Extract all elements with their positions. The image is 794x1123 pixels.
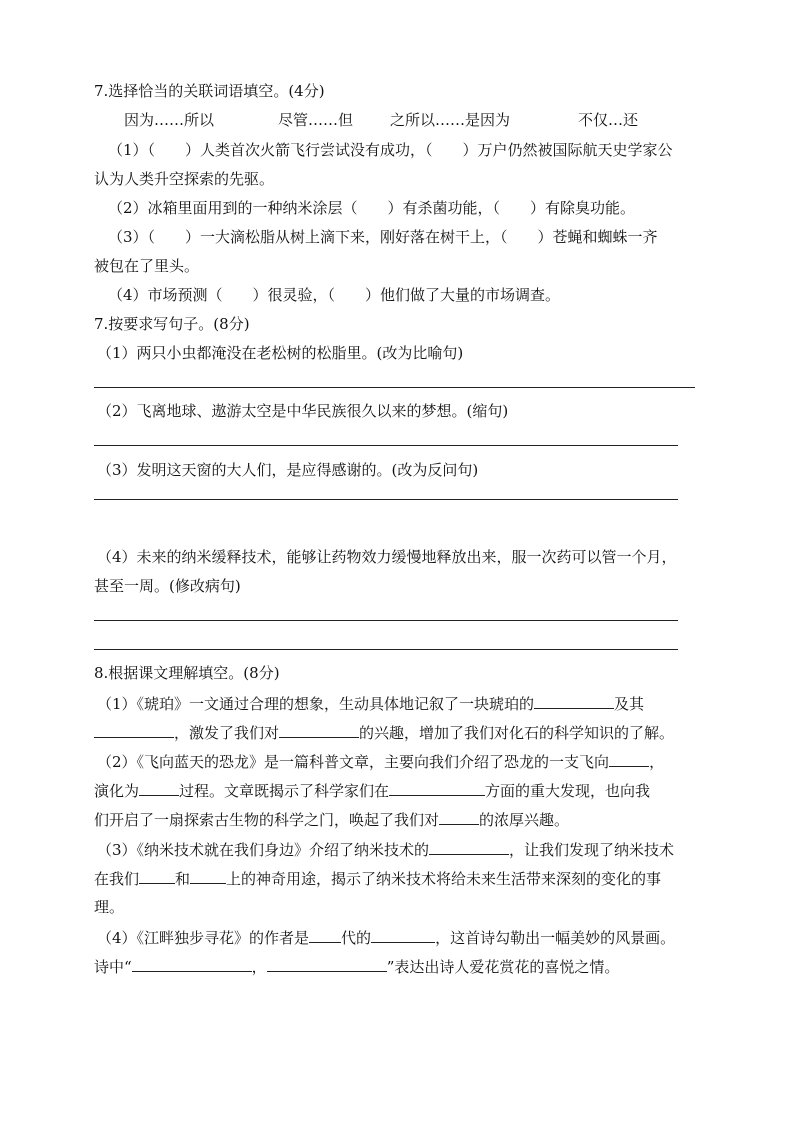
q7b-sentence3: （3）发明这天窗的大人们，是应得感谢的。(改为反问句): [97, 461, 479, 479]
q8-title: 8.根据课文理解填空。(8分): [94, 664, 280, 682]
blank[interactable]: [139, 780, 179, 796]
text: 和: [175, 870, 191, 888]
blank[interactable]: [609, 751, 649, 767]
answer-line[interactable]: [94, 649, 678, 650]
q8-part4-line2: [94, 956, 619, 977]
q8-part3-line1: [97, 839, 674, 860]
q7b-title: 7.按要求写句子。(8分): [94, 315, 250, 333]
answer-line[interactable]: [94, 499, 678, 500]
q8-part2-line2: [94, 780, 650, 801]
q8-part1-line2: [94, 722, 674, 743]
q7b-sentence4-line2: 甚至一周。(修改病句): [94, 577, 241, 595]
text: ，这首诗勾勒出一幅美妙的风景画。: [435, 929, 676, 947]
blank[interactable]: [389, 780, 485, 796]
text: ，激发了我们对: [174, 724, 280, 742]
q7a-item1-line2: 认为人类升空探索的先驱。: [94, 170, 275, 188]
option-1: 因为……所以: [124, 111, 215, 129]
blank[interactable]: [279, 722, 359, 738]
option-3: 之所以……是因为: [390, 111, 511, 129]
q8-part2-line1: [97, 751, 664, 772]
blank[interactable]: [190, 868, 226, 884]
answer-line[interactable]: [94, 387, 695, 388]
blank[interactable]: [371, 927, 435, 943]
q8-part3-line3: 理。: [94, 898, 125, 916]
text: 方面的重大发现，也向我: [485, 782, 651, 800]
blank[interactable]: [267, 956, 387, 972]
text: （1）《琥珀》一文通过合理的想象，生动具体地记叙了一块琥珀的: [97, 695, 535, 713]
blank[interactable]: [309, 927, 341, 943]
q7a-item3-line1: （3）（ ）一大滴松脂从树上滴下来，刚好落在树干上，（ ）苍蝇和蜘蛛一齐: [108, 228, 658, 246]
q7b-sentence2: （2）飞离地球、遨游太空是中华民族很久以来的梦想。(缩句): [97, 402, 509, 420]
blank[interactable]: [132, 956, 252, 972]
q7a-item1-line1: （1）（ ）人类首次火箭飞行尝试没有成功，（ ）万户仍然被国际航天史学家公: [108, 141, 673, 159]
blank[interactable]: [534, 693, 614, 709]
blank[interactable]: [439, 809, 479, 825]
text: 们开启了一扇探索古生物的科学之门，唤起了我们对: [94, 811, 440, 829]
text: （2）《飞向蓝天的恐龙》是一篇科普文章，主要向我们介绍了恐龙的一支飞向: [97, 753, 610, 771]
answer-line[interactable]: [94, 620, 678, 621]
q7a-title: 7.选择恰当的关联词语填空。(4分): [94, 82, 325, 100]
blank[interactable]: [429, 839, 509, 855]
text: （3）《纳米技术就在我们身边》介绍了纳米技术的: [97, 841, 430, 859]
text: ”表达出诗人爱花赏花的喜悦之情。: [386, 958, 620, 976]
q7b-sentence4-line1: （4）未来的纳米缓释技术，能够让药物效力缓慢地释放出来，服一次药可以管一个月，: [97, 548, 677, 566]
text: 上的神奇用途，揭示了纳米技术将给未来生活带来深刻的变化的事: [226, 870, 662, 888]
text: ，: [251, 958, 267, 976]
q8-part3-line2: [94, 868, 661, 889]
text: （4）《江畔独步寻花》的作者是: [97, 929, 310, 947]
q8-part2-line3: [94, 809, 569, 830]
blank[interactable]: [139, 868, 175, 884]
text: 在我们: [94, 870, 140, 888]
text: 诗中“: [94, 958, 132, 976]
q7a-item2: （2）冰箱里面用到的一种纳米涂层（ ）有杀菌功能，（ ）有除臭功能。: [108, 199, 636, 217]
text: 及其: [614, 695, 645, 713]
q8-part1-line1: [97, 693, 644, 714]
q7a-item4: （4）市场预测（ ）很灵验，（ ）他们做了大量的市场调查。: [108, 286, 561, 304]
text: ，: [649, 753, 665, 771]
answer-line[interactable]: [94, 445, 678, 446]
text: 代的: [341, 929, 372, 947]
blank[interactable]: [94, 722, 174, 738]
text: 的兴趣，增加了我们对化石的科学知识的了解。: [359, 724, 675, 742]
option-2: 尽管……但: [278, 111, 354, 129]
q8-part4-line1: [97, 927, 675, 948]
text: ，让我们发现了纳米技术: [509, 841, 675, 859]
q7a-options: [124, 110, 638, 130]
text: 的浓厚兴趣。: [479, 811, 570, 829]
q7a-item3-line2: 被包在了里头。: [94, 257, 200, 275]
text: 过程。文章既揭示了科学家们在: [179, 782, 390, 800]
option-4: 不仅…还: [578, 111, 639, 129]
text: 演化为: [94, 782, 140, 800]
q7b-sentence1: （1）两只小虫都淹没在老松树的松脂里。(改为比喻句): [97, 344, 464, 362]
